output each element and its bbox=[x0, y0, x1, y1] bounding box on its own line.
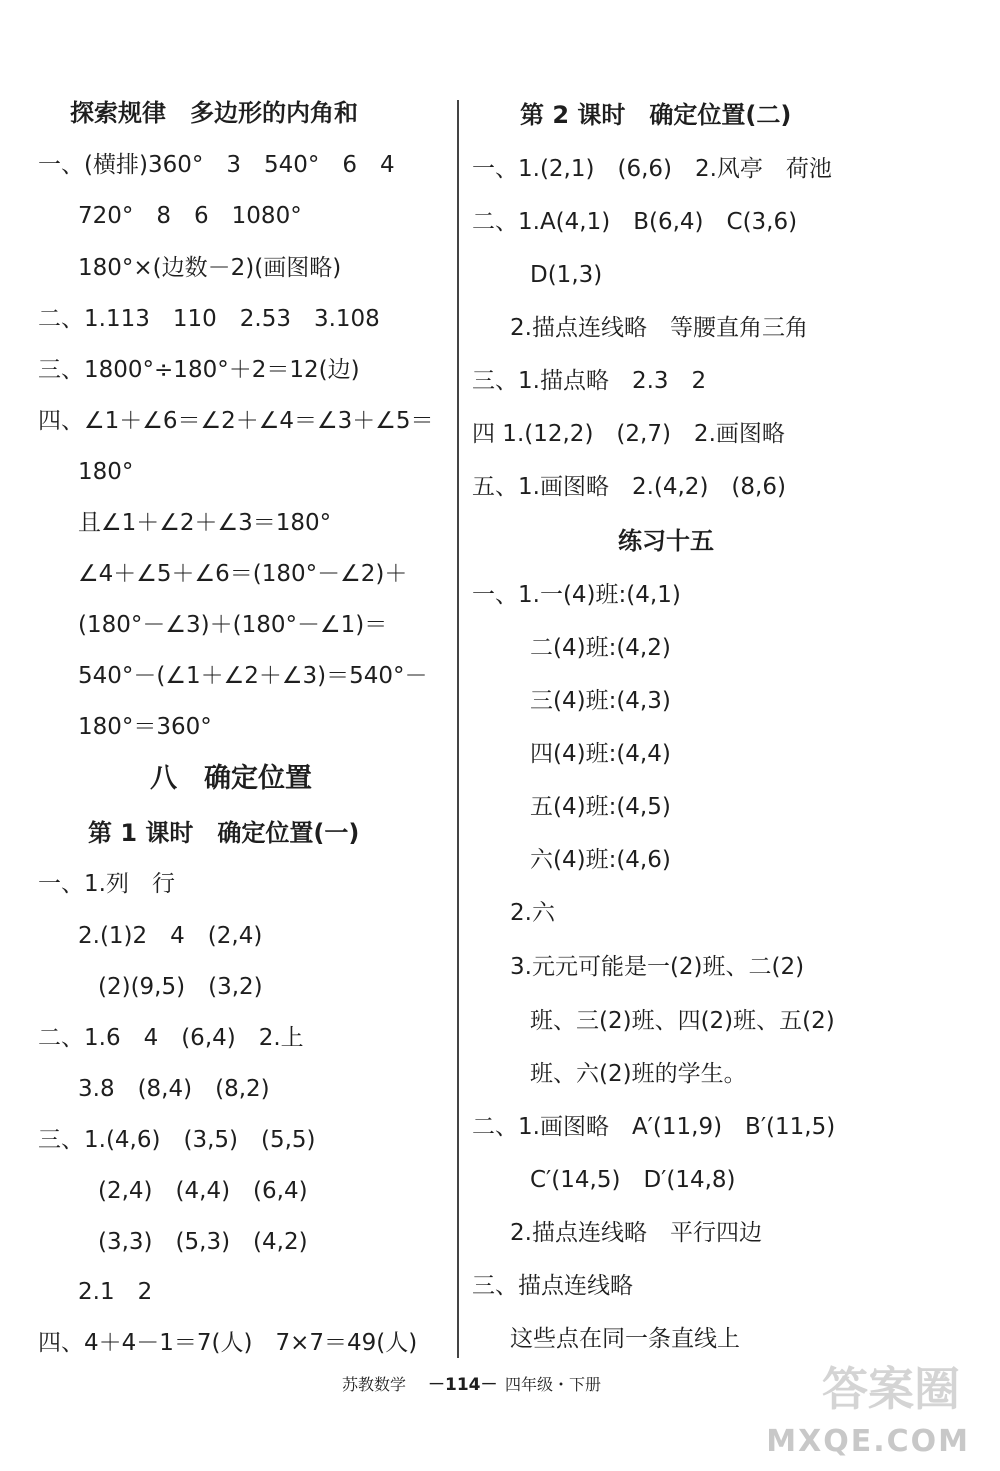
answer-line: 四、4＋4－1＝7(人) 7×7＝49(人) bbox=[38, 1330, 418, 1356]
answer-line: 且∠1＋∠2＋∠3＝180° bbox=[78, 510, 332, 536]
answer-line: 2.描点连线略 平行四边 bbox=[510, 1220, 762, 1246]
answer-line: 2.描点连线略 等腰直角三角 bbox=[510, 315, 808, 341]
answer-line: 540°－(∠1＋∠2＋∠3)＝540°－ bbox=[78, 663, 428, 689]
answer-line: 720° 8 6 1080° bbox=[78, 203, 302, 229]
section-title: 练习十五 bbox=[618, 527, 714, 555]
answer-line: 2.1 2 bbox=[78, 1279, 153, 1305]
grade-label: 四年级・下册 bbox=[505, 1375, 602, 1394]
answer-line: 一、1.一(4)班:(4,1) bbox=[472, 582, 681, 608]
lesson-title: 第 2 课时 确定位置(二) bbox=[520, 101, 792, 129]
book-name: 苏教数学 bbox=[342, 1375, 407, 1394]
answer-line: 2.(1)2 4 (2,4) bbox=[78, 923, 263, 949]
answer-line: 二、1.6 4 (6,4) 2.上 bbox=[38, 1025, 304, 1051]
answer-line: 三、描点连线略 bbox=[472, 1273, 633, 1299]
answer-line: (2,4) (4,4) (6,4) bbox=[98, 1178, 308, 1204]
answer-line: 二、1.113 110 2.53 3.108 bbox=[38, 306, 380, 332]
answer-line: 3.元元可能是一(2)班、二(2) bbox=[510, 954, 805, 980]
answer-line: 180°×(边数－2)(画图略) bbox=[78, 255, 342, 281]
answer-line: ∠4＋∠5＋∠6＝(180°－∠2)＋ bbox=[78, 561, 408, 587]
answer-line: 班、六(2)班的学生。 bbox=[530, 1061, 747, 1087]
answer-line: 三、1.描点略 2.3 2 bbox=[472, 368, 707, 394]
right-column bbox=[470, 0, 1000, 1400]
answer-line: 五、1.画图略 2.(4,2) (8,6) bbox=[472, 474, 786, 500]
answer-line: 三、1800°÷180°＋2＝12(边) bbox=[38, 357, 360, 383]
answer-line: 二、1.A(4,1) B(6,4) C(3,6) bbox=[472, 209, 798, 235]
answer-line: 2.六 bbox=[510, 900, 555, 926]
answer-line: D(1,3) bbox=[530, 262, 603, 288]
answer-line: (180°－∠3)＋(180°－∠1)＝ bbox=[78, 612, 388, 638]
answer-line: 一、(横排)360° 3 540° 6 4 bbox=[38, 152, 395, 178]
answer-line: 三、1.(4,6) (3,5) (5,5) bbox=[38, 1127, 316, 1153]
lesson-title: 第 1 课时 确定位置(一) bbox=[88, 819, 360, 847]
answer-line: 四、∠1＋∠6＝∠2＋∠4＝∠3＋∠5＝ bbox=[38, 408, 434, 434]
answer-line: C′(14,5) D′(14,8) bbox=[530, 1167, 736, 1193]
answer-line: 五(4)班:(4,5) bbox=[530, 794, 671, 820]
answer-line: 3.8 (8,4) (8,2) bbox=[78, 1076, 270, 1102]
page-number: －114－ bbox=[428, 1375, 498, 1395]
watermark-logo: 答案圈 bbox=[822, 1362, 960, 1416]
answer-line: 二、1.画图略 A′(11,9) B′(11,5) bbox=[472, 1114, 836, 1140]
answer-line: 一、1.列 行 bbox=[38, 871, 175, 897]
answer-line: 这些点在同一条直线上 bbox=[510, 1326, 740, 1352]
chapter-title: 八 确定位置 bbox=[150, 763, 312, 794]
section-title: 探索规律 多边形的内角和 bbox=[70, 99, 358, 127]
answer-line: 六(4)班:(4,6) bbox=[530, 847, 671, 873]
answer-line: 四 1.(12,2) (2,7) 2.画图略 bbox=[472, 421, 785, 447]
answer-line: (2)(9,5) (3,2) bbox=[98, 974, 263, 1000]
column-divider bbox=[457, 100, 459, 1358]
answer-line: 三(4)班:(4,3) bbox=[530, 688, 671, 714]
answer-line: (3,3) (5,3) (4,2) bbox=[98, 1229, 308, 1255]
watermark-site: MXQE.COM bbox=[766, 1424, 970, 1459]
left-column bbox=[0, 0, 480, 1400]
answer-line: 180° bbox=[78, 459, 134, 485]
answer-line: 二(4)班:(4,2) bbox=[530, 635, 671, 661]
answer-line: 班、三(2)班、四(2)班、五(2) bbox=[530, 1008, 835, 1034]
answer-line: 四(4)班:(4,4) bbox=[530, 741, 671, 767]
answer-line: 180°＝360° bbox=[78, 714, 212, 740]
answer-line: 一、1.(2,1) (6,6) 2.风亭 荷池 bbox=[472, 156, 832, 182]
